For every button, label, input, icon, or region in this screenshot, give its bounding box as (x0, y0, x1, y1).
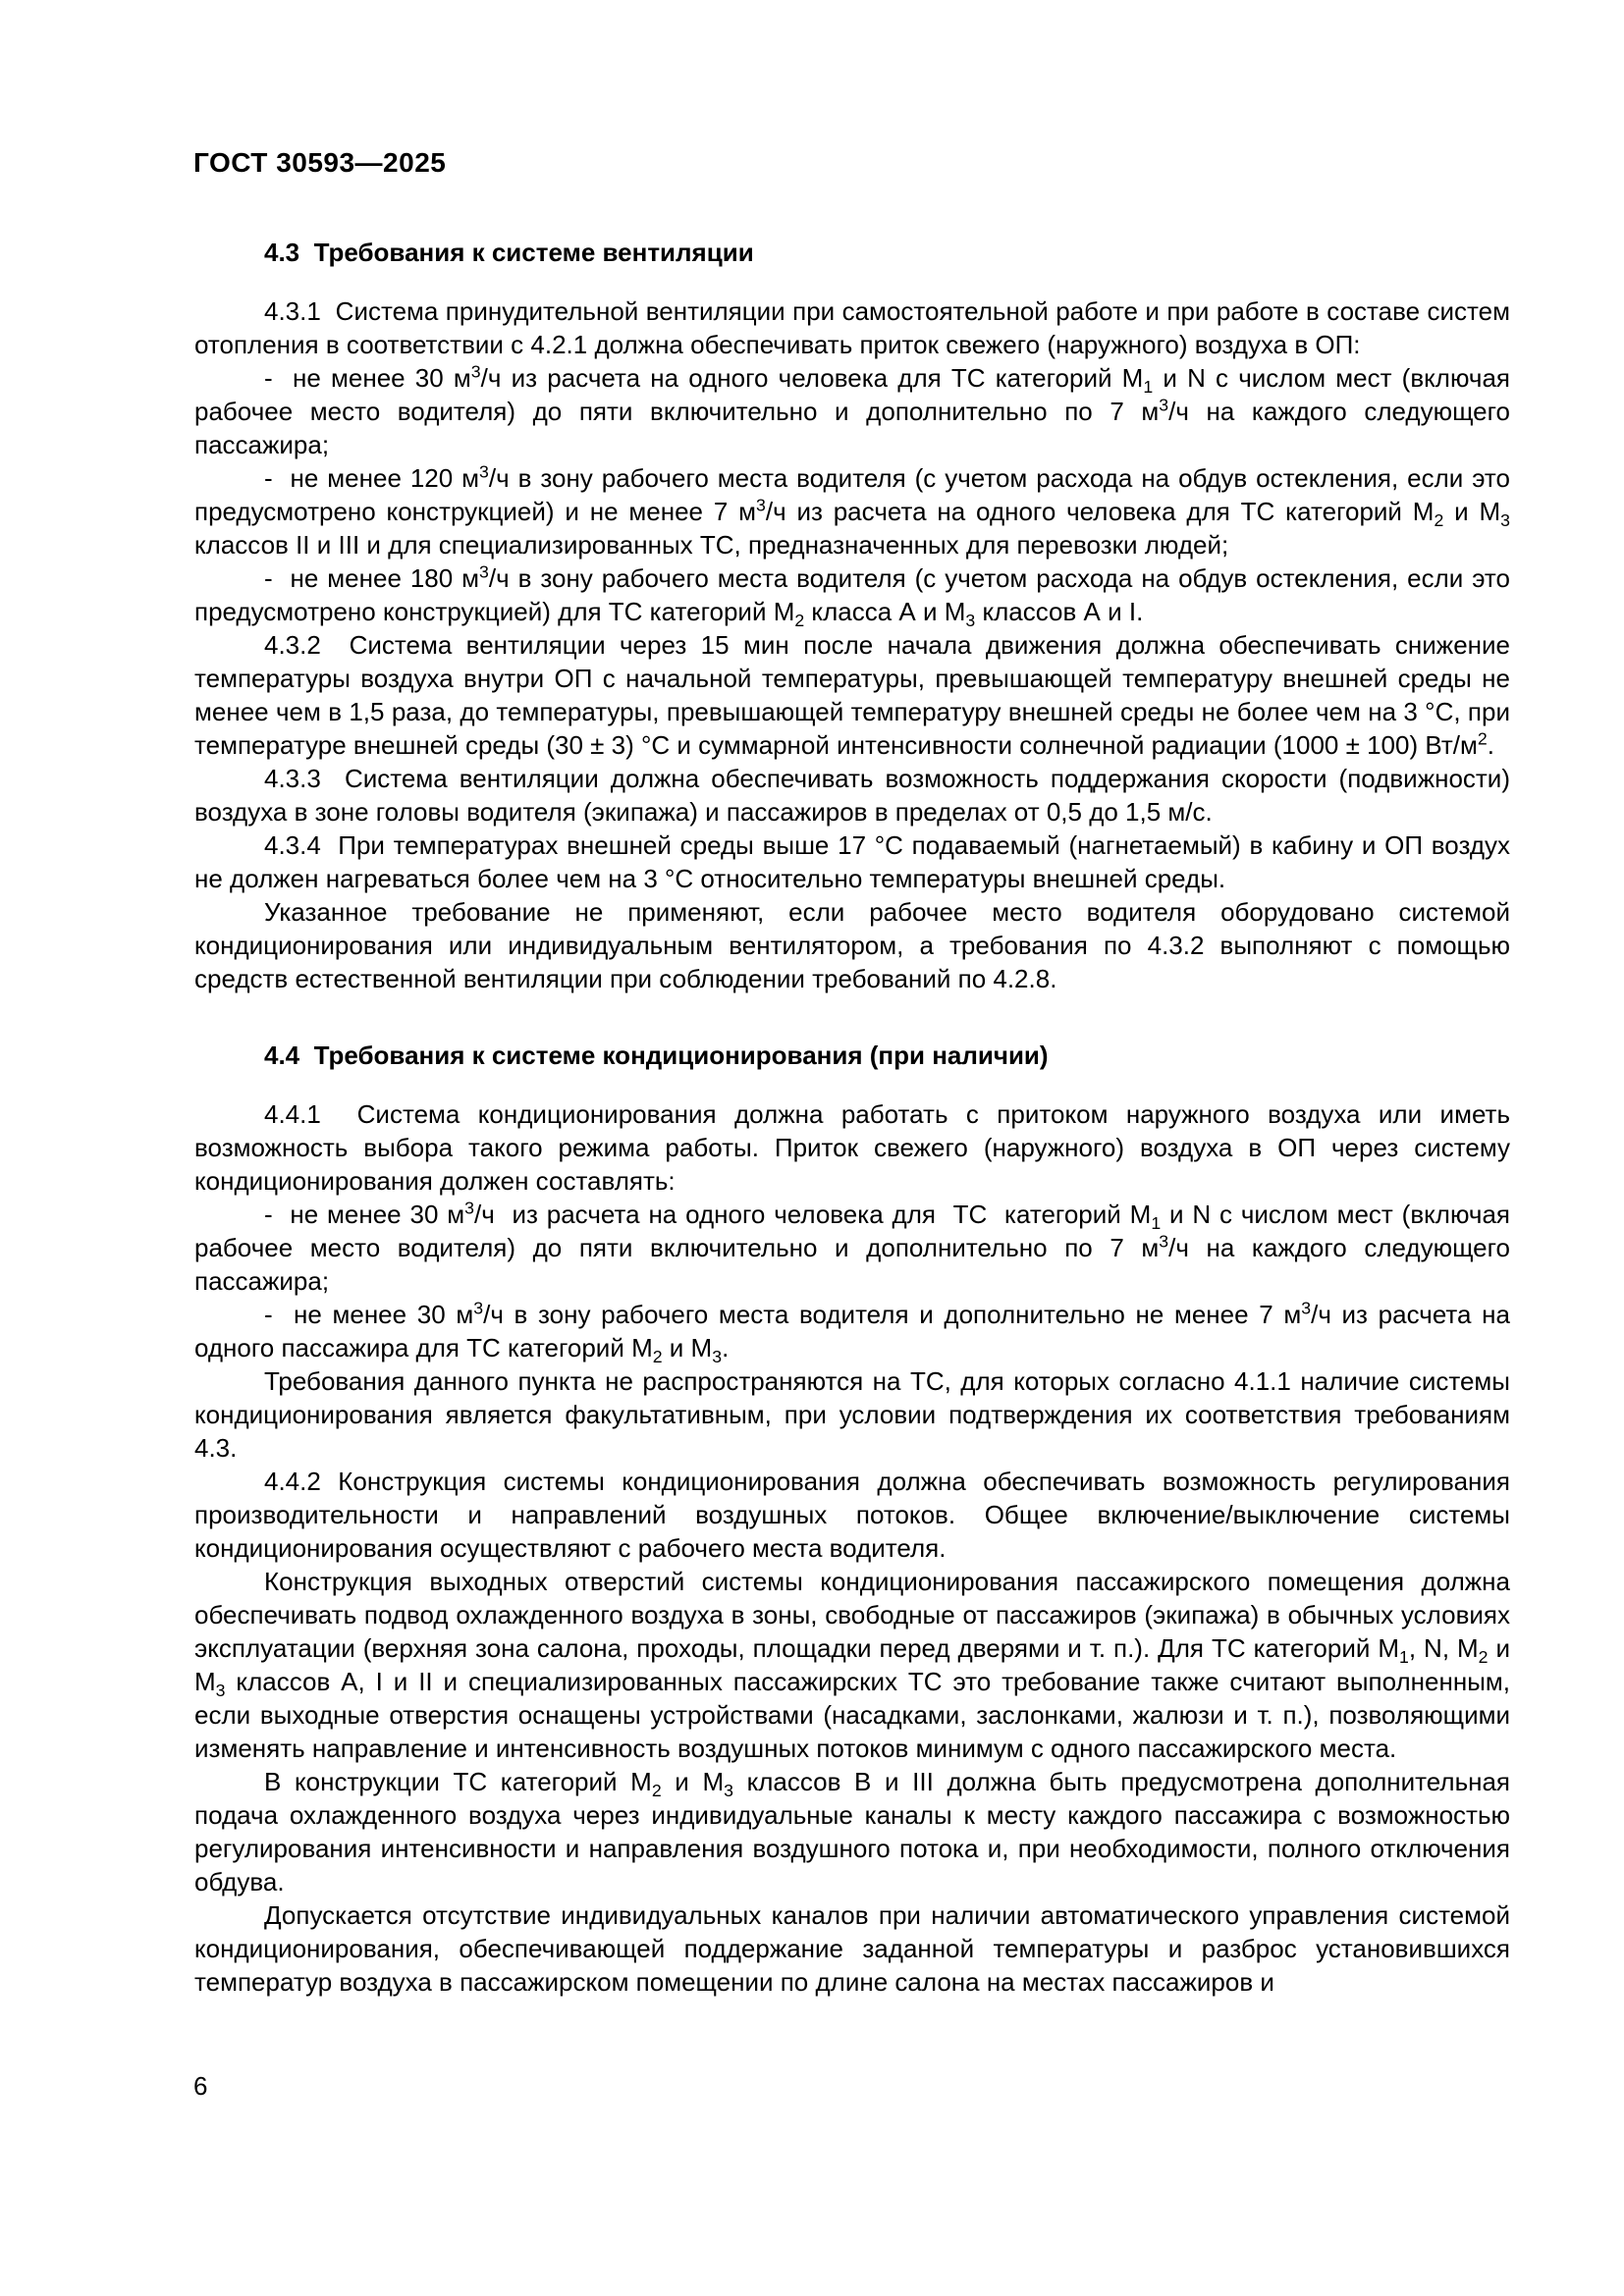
paragraph: 4.4.2 Конструкция системы кондиционирования должна обеспечивать возможность регулирования производительности и направлений воздушных потоков. Общее включение/выключение системы кондиционирования осуществляют с рабочего места водителя. (194, 1467, 1518, 1563)
paragraph: 4.3.4 При температурах внешней среды выше 17 °С подаваемый (нагнетаемый) в кабину и ОП воздух не должен нагреваться более чем на 3 °С относительно температуры внешней среды. (194, 830, 1518, 893)
superscript: 3 (479, 461, 489, 482)
paragraph: В конструкции ТС категорий $M_2$ и $M_3$ классов В и III должна быть предусмотрена дополнительная подача охлажденного воздуха через индивидуальные каналы к месту каждого пассажира с возможностью регулирования интенсивности и направления воздушного потока и, при необходимости, полного отключения обдува. (194, 1767, 1518, 1896)
paragraph: 4.3.2 Система вентиляции через 15 мин после начала движения должна обеспечивать снижение температуры воздуха внутри ОП с начальной температуры, превышающей температуру внешней среды не менее чем в 1,5 раза, до температуры, превышающей температуру внешней среды не более чем на 3 °С, при температуре внешней среды (30 ± 3) °С и суммарной интенсивности солнечной радиации (1000 ± 100) $Вт/м^2$. (194, 630, 1518, 760)
paragraph: Допускается отсутствие индивидуальных каналов при наличии автоматического управления системой кондиционирования, обеспечивающей поддержание заданной температуры и разброс установившихся температур воздуха в пассажирском помещении по длине салона на местах пассажиров и (194, 1900, 1518, 1997)
subscript: 3 (215, 1681, 226, 1701)
superscript: 3 (479, 561, 489, 582)
subscript: 1 (1151, 1213, 1162, 1234)
paragraph: - не менее 120 $м^3/ч$ в зону рабочего места водителя (с учетом расхода на обдув остекления, если это предусмотрено конструкцией) и не менее 7 $м^3/ч$ из расчета на одного человека для ТС категорий $M_2$ и $M_3$ классов II и III и для специализированных ТС, предназначенных для перевозки людей; (194, 461, 1518, 560)
subscript: 2 (1434, 510, 1444, 531)
standard-reference: ГОСТ 30593—2025 (193, 147, 447, 178)
paragraph: - не менее 30 $м^3/ч$ из расчета на одного человека для ТС категорий $M_1$ и N с числом мест (включая рабочее место водителя) до пяти включительно и дополнительно по 7 $м^3/ч$ на каждого следующего пассажира; (194, 1198, 1518, 1296)
subscript: 3 (712, 1347, 723, 1367)
document-body (194, 236, 1518, 1999)
page-number: 6 (193, 2071, 208, 2101)
section-heading: 4.4 Требования к системе кондиционирования (при наличии) (264, 1041, 1049, 1070)
subscript: 3 (1500, 510, 1510, 531)
paragraph: 4.3.1 Система принудительной вентиляции при самостоятельной работе и при работе в составе систем отопления в соответствии с 4.2.1 должна обеспечивать приток свежего (наружного) воздуха в ОП: (194, 296, 1518, 359)
superscript: 3 (1159, 1231, 1169, 1252)
subscript: 2 (794, 611, 805, 631)
section-heading: 4.3 Требования к системе вентиляции (264, 238, 754, 267)
subscript: 2 (652, 1347, 663, 1367)
paragraph: - не менее 30 $м^3/ч$ из расчета на одного человека для ТС категорий $M_1$ и N с числом мест (включая рабочее место водителя) до пяти включительно и дополнительно по 7 $м^3/ч$ на каждого следующего пассажира; (194, 361, 1518, 459)
paragraph: 4.4.1 Система кондиционирования должна работать с притоком наружного воздуха или иметь возможность выбора такого режима работы. Приток свежего (наружного) воздуха в ОП через систему кондиционирования должен составлять: (194, 1099, 1518, 1196)
paragraph: Требования данного пункта не распространяются на ТС, для которых согласно 4.1.1 наличие системы кондиционирования является факультативным, при условии подтверждения их соответствия требованиям 4.3. (194, 1366, 1518, 1463)
superscript: 3 (470, 361, 481, 382)
superscript: 2 (1477, 728, 1488, 749)
superscript: 3 (473, 1298, 484, 1318)
subscript: 3 (724, 1781, 733, 1801)
paragraph: Конструкция выходных отверстий системы кондиционирования пассажирского помещения должна обеспечивать подвод охлажденного воздуха в зоны, свободные от пассажиров (экипажа) в обычных условиях эксплуатации (верхняя зона салона, проходы, площадки перед дверями и т. п.). Для ТС категорий $M_1$, N, $M_2$ и $M_3$ классов А, I и II и специализированных пассажирских ТС это требование также считают выполненным, если выходные отверстия оснащены устройствами (насадками, заслонками, жалюзи и т. п.), позволяющими изменять направление и интенсивность воздушных потоков минимум с одного пассажирского места. (194, 1567, 1518, 1763)
paragraph: - не менее 30 $м^3/ч$ в зону рабочего места водителя и дополнительно не менее 7 $м^3/ч$ из расчета на одного пассажира для ТС категорий $M_2$ и $M_3$. (194, 1298, 1518, 1367)
superscript: 3 (1159, 395, 1169, 415)
subscript: 1 (1143, 377, 1154, 398)
subscript: 2 (1478, 1647, 1489, 1668)
superscript: 3 (1301, 1298, 1312, 1318)
paragraph: Указанное требование не применяют, если рабочее место водителя оборудовано системой кондиционирования или индивидуальным вентилятором, а требования по 4.3.2 выполняют с помощью средств естественной вентиляции при соблюдении требований по 4.2.8. (194, 897, 1518, 993)
subscript: 1 (1399, 1647, 1409, 1668)
subscript: 2 (651, 1781, 662, 1801)
paragraph: 4.3.3 Система вентиляции должна обеспечивать возможность поддержания скорости (подвижности) воздуха в зоне головы водителя (экипажа) и пассажиров в пределах от 0,5 до 1,5 м/с. (194, 764, 1518, 827)
superscript: 3 (756, 495, 766, 515)
superscript: 3 (464, 1198, 474, 1218)
paragraph: - не менее 180 $м^3/ч$ в зону рабочего места водителя (с учетом расхода на обдув остекления, если это предусмотрено конструкцией) для ТС категорий $M_2$ класса А и $M_3$ классов А и I. (194, 561, 1518, 631)
subscript: 3 (965, 611, 976, 631)
